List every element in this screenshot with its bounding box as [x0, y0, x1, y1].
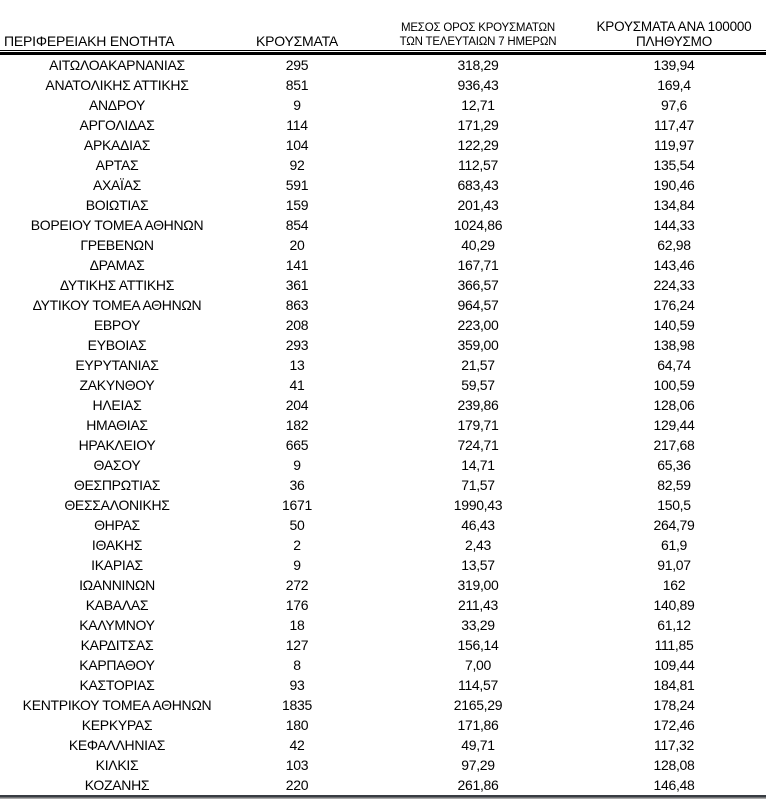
- table-row: [0, 435, 766, 455]
- region-name-cell: ΕΥΡΥΤΑΝΙΑΣ: [75, 357, 159, 373]
- table-row: [0, 255, 766, 275]
- avg7-cell: 14,71: [461, 457, 495, 473]
- cases-cell: 665: [285, 437, 309, 453]
- per100k-cell: 91,07: [657, 557, 691, 573]
- region-name-cell: ΗΜΑΘΙΑΣ: [86, 417, 148, 433]
- cases-cell: 159: [285, 197, 309, 213]
- cases-cell: 127: [285, 637, 309, 653]
- per100k-cell: 143,46: [653, 257, 695, 273]
- per100k-cell: 162: [662, 577, 686, 593]
- avg7-cell: 211,43: [458, 597, 498, 613]
- cases-cell: 104: [285, 137, 309, 153]
- avg7-cell: 13,57: [461, 557, 495, 573]
- avg7-cell: 964,57: [457, 297, 499, 313]
- table-row: [0, 195, 766, 215]
- per100k-cell: 150,5: [657, 497, 691, 513]
- avg7-cell: 171,29: [457, 117, 499, 133]
- table-row: [0, 615, 766, 635]
- cases-cell: 13: [289, 357, 305, 373]
- avg7-cell: 112,57: [458, 157, 498, 173]
- table-row: [0, 395, 766, 415]
- per100k-cell: 135,54: [653, 157, 695, 173]
- table-row: [0, 515, 766, 535]
- cases-cell: 220: [285, 777, 309, 793]
- per100k-cell: 117,47: [654, 117, 694, 133]
- table-bottom-rule: [0, 795, 766, 799]
- column-header-per100k-line1: ΚΡΟΥΣΜΑΤΑ ΑΝΑ 100000: [596, 19, 752, 34]
- cases-cell: 18: [289, 617, 305, 633]
- avg7-cell: 319,00: [457, 577, 499, 593]
- table-row: [0, 475, 766, 495]
- cases-cell: 180: [285, 717, 309, 733]
- column-header-avg7-line1: ΜΕΣΟΣ ΟΡΟΣ ΚΡΟΥΣΜΑΤΩΝ: [400, 22, 556, 34]
- avg7-cell: 21,57: [461, 357, 495, 373]
- table-row: [0, 735, 766, 755]
- region-name-cell: ΘΗΡΑΣ: [94, 517, 140, 533]
- region-name-cell: ΔΡΑΜΑΣ: [89, 257, 145, 273]
- region-name-cell: ΔΥΤΙΚΟΥ ΤΟΜΕΑ ΑΘΗΝΩΝ: [32, 297, 202, 313]
- cases-cell: 103: [285, 757, 309, 773]
- table-row: [0, 595, 766, 615]
- table-row: [0, 635, 766, 655]
- avg7-cell: 359,00: [457, 337, 499, 353]
- avg7-cell: 2,43: [464, 537, 492, 553]
- avg7-cell: 71,57: [461, 477, 495, 493]
- table-row: [0, 235, 766, 255]
- region-name-cell: ΚΑΡΔΙΤΣΑΣ: [80, 637, 154, 653]
- per100k-cell: 119,97: [654, 137, 694, 153]
- region-name-cell: ΑΝΑΤΟΛΙΚΗΣ ΑΤΤΙΚΗΣ: [45, 77, 189, 93]
- avg7-cell: 40,29: [461, 237, 495, 253]
- cases-cell: 361: [285, 277, 309, 293]
- avg7-cell: 46,43: [461, 517, 495, 533]
- region-name-cell: ΕΥΒΟΙΑΣ: [87, 337, 147, 353]
- cases-cell: 204: [285, 397, 309, 413]
- table-row: [0, 695, 766, 715]
- per100k-cell: 217,68: [653, 437, 695, 453]
- per100k-cell: 109,44: [653, 657, 695, 673]
- per100k-cell: 264,79: [653, 517, 695, 533]
- cases-cell: 1835: [282, 697, 312, 713]
- region-name-cell: ΒΟΡΕΙΟΥ ΤΟΜΕΑ ΑΘΗΝΩΝ: [30, 217, 204, 233]
- per100k-cell: 65,36: [657, 457, 691, 473]
- region-name-cell: ΙΘΑΚΗΣ: [91, 537, 143, 553]
- cases-cell: 8: [293, 657, 301, 673]
- region-name-cell: ΚΕΡΚΥΡΑΣ: [81, 717, 153, 733]
- avg7-cell: 59,57: [461, 377, 495, 393]
- per100k-cell: 146,48: [653, 777, 695, 793]
- cases-cell: 176: [285, 597, 309, 613]
- region-name-cell: ΘΕΣΠΡΩΤΙΑΣ: [73, 477, 161, 493]
- table-row: [0, 375, 766, 395]
- table-row: [0, 155, 766, 175]
- region-name-cell: ΚΕΦΑΛΛΗΝΙΑΣ: [68, 737, 166, 753]
- cases-cell: 42: [289, 737, 305, 753]
- region-name-cell: ΑΝΔΡΟΥ: [88, 97, 146, 113]
- avg7-cell: 366,57: [457, 277, 499, 293]
- region-name-cell: ΚΟΖΑΝΗΣ: [84, 777, 150, 793]
- table-row: [0, 355, 766, 375]
- table-row: [0, 675, 766, 695]
- column-header-cases: ΚΡΟΥΣΜΑΤΑ: [255, 33, 339, 49]
- table-row: [0, 115, 766, 135]
- cases-cell: 9: [293, 97, 301, 113]
- per100k-cell: 61,9: [660, 537, 688, 553]
- avg7-cell: 201,43: [457, 197, 499, 213]
- table-row: [0, 455, 766, 475]
- column-header-avg7: [360, 22, 596, 49]
- per100k-cell: 140,89: [653, 597, 695, 613]
- table-row: [0, 335, 766, 355]
- per100k-cell: 224,33: [653, 277, 695, 293]
- table-row: [0, 555, 766, 575]
- region-name-cell: ΚΙΛΚΙΣ: [95, 757, 139, 773]
- table-header-row: [0, 0, 766, 50]
- region-name-cell: ΙΩΑΝΝΙΝΩΝ: [79, 577, 155, 593]
- per100k-cell: 178,24: [653, 697, 695, 713]
- avg7-cell: 1990,43: [453, 497, 503, 513]
- per100k-cell: 117,32: [654, 737, 694, 753]
- column-header-avg7-line2: ΤΩΝ ΤΕΛΕΥΤΑΙΩΝ 7 ΗΜΕΡΩΝ: [399, 35, 557, 48]
- cases-cell: 851: [285, 77, 309, 93]
- avg7-cell: 156,14: [457, 637, 499, 653]
- per100k-cell: 100,59: [653, 377, 695, 393]
- table-row: [0, 775, 766, 795]
- region-name-cell: ΚΑΒΑΛΑΣ: [85, 597, 149, 613]
- per100k-cell: 190,46: [653, 177, 695, 193]
- avg7-cell: 683,43: [457, 177, 499, 193]
- region-name-cell: ΘΑΣΟΥ: [93, 457, 141, 473]
- per100k-cell: 62,98: [657, 237, 691, 253]
- table-row: [0, 95, 766, 115]
- column-header-region: ΠΕΡΙΦΕΡΕΙΑΚΗ ΕΝΟΤΗΤΑ: [4, 33, 175, 49]
- per100k-cell: 140,59: [653, 317, 695, 333]
- per100k-cell: 144,33: [653, 217, 695, 233]
- avg7-cell: 33,29: [461, 617, 495, 633]
- region-name-cell: ΚΑΣΤΟΡΙΑΣ: [79, 677, 155, 693]
- cases-cell: 295: [285, 57, 309, 73]
- cases-cell: 591: [285, 177, 309, 193]
- cases-cell: 41: [289, 377, 305, 393]
- cases-cell: 9: [293, 457, 301, 473]
- cases-cell: 93: [289, 677, 305, 693]
- per100k-cell: 128,06: [653, 397, 695, 413]
- table-row: [0, 535, 766, 555]
- region-name-cell: ΕΒΡΟΥ: [93, 317, 141, 333]
- avg7-cell: 122,29: [457, 137, 499, 153]
- region-name-cell: ΗΡΑΚΛΕΙΟΥ: [78, 437, 156, 453]
- table-row: [0, 315, 766, 335]
- avg7-cell: 724,71: [457, 437, 499, 453]
- region-name-cell: ΘΕΣΣΑΛΟΝΙΚΗΣ: [64, 497, 170, 513]
- per100k-cell: 176,24: [653, 297, 695, 313]
- avg7-cell: 1024,86: [453, 217, 503, 233]
- avg7-cell: 7,00: [464, 657, 492, 673]
- per100k-cell: 172,46: [653, 717, 695, 733]
- cases-cell: 1671: [282, 497, 312, 513]
- table-row: [0, 495, 766, 515]
- cases-cell: 863: [285, 297, 309, 313]
- table-row: [0, 275, 766, 295]
- per100k-cell: 138,98: [653, 337, 695, 353]
- region-name-cell: ΗΛΕΙΑΣ: [92, 397, 142, 413]
- region-name-cell: ΒΟΙΩΤΙΑΣ: [85, 197, 149, 213]
- avg7-cell: 12,71: [461, 97, 495, 113]
- table-row: [0, 655, 766, 675]
- avg7-cell: 261,86: [457, 777, 499, 793]
- table-row: [0, 215, 766, 235]
- per100k-cell: 61,12: [657, 617, 691, 633]
- table-row: [0, 755, 766, 775]
- cases-cell: 50: [289, 517, 305, 533]
- cases-cell: 182: [285, 417, 309, 433]
- cases-cell: 36: [289, 477, 305, 493]
- column-header-per100k: [596, 19, 766, 49]
- region-name-cell: ΑΧΑΪΑΣ: [92, 177, 142, 193]
- per100k-cell: 169,4: [657, 77, 691, 93]
- avg7-cell: 223,00: [457, 317, 499, 333]
- avg7-cell: 114,57: [458, 677, 498, 693]
- avg7-cell: 49,71: [461, 737, 495, 753]
- avg7-cell: 2165,29: [453, 697, 503, 713]
- per100k-cell: 111,85: [654, 637, 694, 653]
- table-row: [0, 575, 766, 595]
- avg7-cell: 318,29: [457, 57, 499, 73]
- avg7-cell: 97,29: [461, 757, 495, 773]
- table-row: [0, 55, 766, 75]
- region-name-cell: ΑΡΚΑΔΙΑΣ: [83, 137, 151, 153]
- cases-cell: 272: [285, 577, 309, 593]
- cases-cell: 2: [293, 537, 301, 553]
- cases-cell: 9: [293, 557, 301, 573]
- cases-cell: 293: [285, 337, 309, 353]
- per100k-cell: 97,6: [660, 97, 688, 113]
- table-body: [0, 55, 766, 795]
- per100k-cell: 184,81: [653, 677, 695, 693]
- column-header-per100k-line2: ΠΛΗΘΥΣΜΟ: [635, 34, 713, 49]
- avg7-cell: 179,71: [457, 417, 499, 433]
- per100k-cell: 129,44: [653, 417, 695, 433]
- region-name-cell: ΑΡΓΟΛΙΔΑΣ: [79, 117, 155, 133]
- region-name-cell: ΙΚΑΡΙΑΣ: [91, 557, 143, 573]
- cases-cell: 20: [289, 237, 305, 253]
- region-name-cell: ΚΑΡΠΑΘΟΥ: [79, 657, 155, 673]
- per100k-cell: 64,74: [657, 357, 691, 373]
- per100k-cell: 128,08: [653, 757, 695, 773]
- table-row: [0, 715, 766, 735]
- cases-cell: 141: [285, 257, 309, 273]
- region-name-cell: ΓΡΕΒΕΝΩΝ: [80, 237, 154, 253]
- per100k-cell: 82,59: [657, 477, 691, 493]
- avg7-cell: 167,71: [457, 257, 499, 273]
- region-name-cell: ΑΡΤΑΣ: [95, 157, 139, 173]
- region-name-cell: ΚΕΝΤΡΙΚΟΥ ΤΟΜΕΑ ΑΘΗΝΩΝ: [22, 697, 212, 713]
- region-name-cell: ΔΥΤΙΚΗΣ ΑΤΤΙΚΗΣ: [59, 277, 175, 293]
- cases-cell: 92: [289, 157, 305, 173]
- cases-cell: 854: [285, 217, 309, 233]
- region-name-cell: ΚΑΛΥΜΝΟΥ: [79, 617, 155, 633]
- region-name-cell: ΖΑΚΥΝΘΟΥ: [79, 377, 155, 393]
- avg7-cell: 239,86: [457, 397, 499, 413]
- avg7-cell: 171,86: [457, 717, 499, 733]
- table-row: [0, 415, 766, 435]
- table-row: [0, 295, 766, 315]
- table-row: [0, 175, 766, 195]
- cases-cell: 208: [285, 317, 309, 333]
- avg7-cell: 936,43: [457, 77, 499, 93]
- table-row: [0, 135, 766, 155]
- cases-cell: 114: [286, 117, 308, 133]
- per100k-cell: 139,94: [653, 57, 695, 73]
- per100k-cell: 134,84: [653, 197, 695, 213]
- table-row: [0, 75, 766, 95]
- region-name-cell: ΑΙΤΩΛΟΑΚΑΡΝΑΝΙΑΣ: [49, 57, 185, 73]
